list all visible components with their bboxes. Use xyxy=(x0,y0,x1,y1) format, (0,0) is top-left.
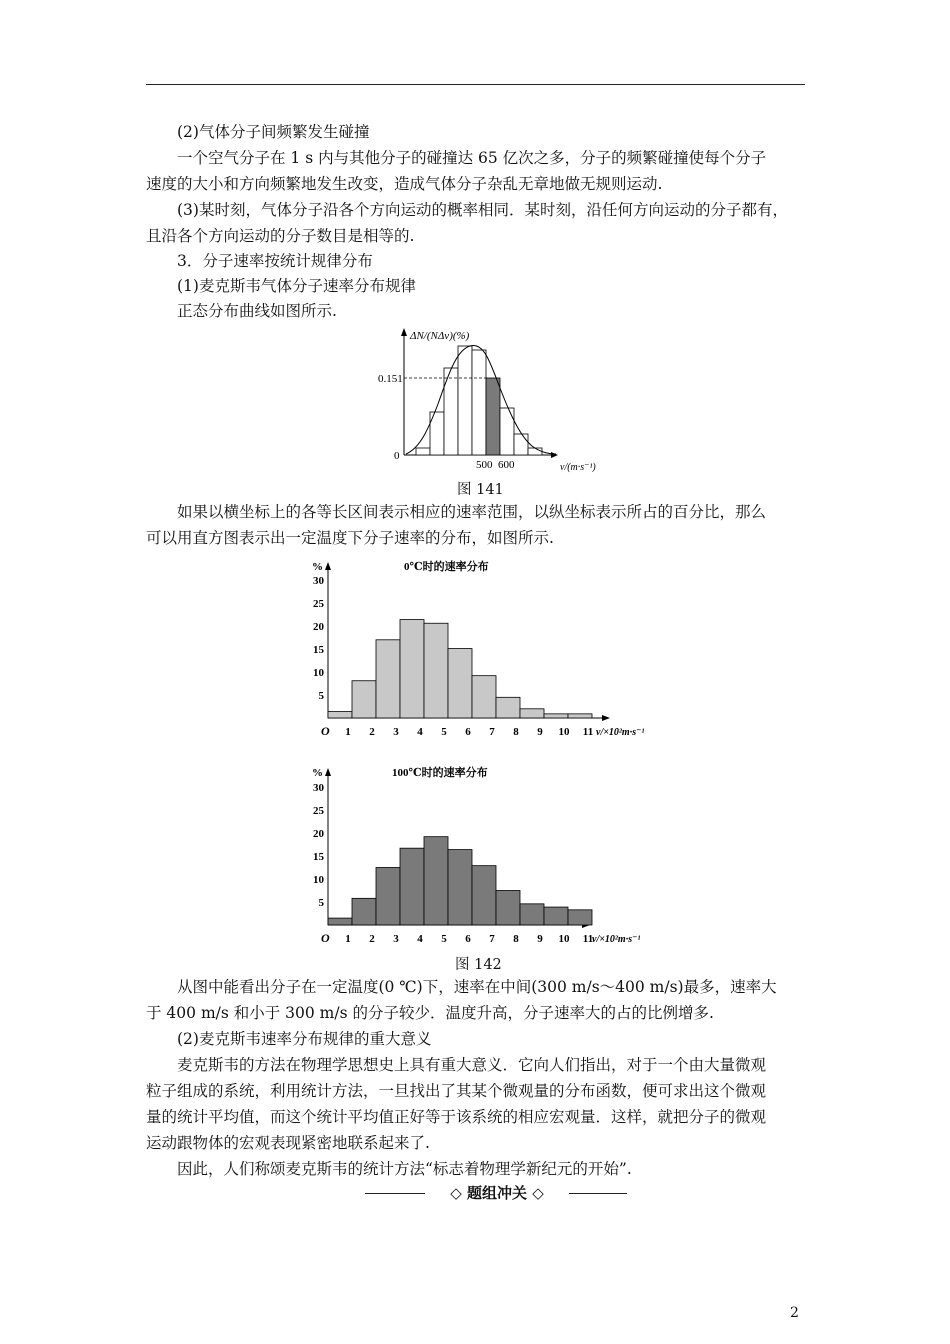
y-tick-label: 30 xyxy=(313,575,324,587)
section-title: ◇ 题组冲关 ◇ xyxy=(450,1184,544,1202)
histogram-bar xyxy=(376,640,400,718)
histogram-100c xyxy=(300,762,680,952)
histogram-bar xyxy=(424,623,448,718)
x-tick-label: 10 xyxy=(558,726,570,738)
x-tick-label: 4 xyxy=(417,933,423,945)
histogram-bar xyxy=(496,891,520,926)
header-rule xyxy=(146,84,805,85)
histogram-bar xyxy=(520,709,544,718)
x-tick-label: 8 xyxy=(513,933,519,945)
figure-caption: 图 141 xyxy=(457,482,504,498)
paragraph: 粒子组成的系统，利用统计方法，一旦找出了其某个微观量的分布函数，便可求出这个微观 xyxy=(146,1082,767,1100)
x-axis-arrow xyxy=(602,715,610,721)
x-tick-label: 2 xyxy=(369,933,375,945)
histogram-bar xyxy=(472,350,486,455)
histogram-bar xyxy=(400,620,424,718)
paragraph: 一个空气分子在 1 s 内与其他分子的碰撞达 65 亿次之多，分子的频繁碰撞使每个分子 xyxy=(177,149,767,167)
paragraph: 可以用直方图表示出一定温度下分子速率的分布，如图所示. xyxy=(146,529,554,547)
histogram-0c xyxy=(300,556,680,746)
histogram-bar xyxy=(448,850,472,925)
histogram-bar xyxy=(544,714,568,718)
histogram-bar xyxy=(352,681,376,718)
origin-label: O xyxy=(321,724,330,738)
x-tick-label: 11 xyxy=(582,726,594,738)
x-tick-label: 9 xyxy=(537,933,543,945)
paragraph: 量的统计平均值，而这个统计平均值正好等于该系统的相应宏观量．这样，就把分子的微观 xyxy=(146,1108,767,1126)
y-tick-label: 30 xyxy=(313,782,324,794)
x-tick-label: 500 xyxy=(476,459,493,471)
bar-group xyxy=(328,837,592,925)
chart-title: 0℃时的速率分布 xyxy=(404,561,489,573)
x-axis-label: v/×10²m·s⁻¹ xyxy=(596,727,645,738)
paragraph: 速度的大小和方向频繁地发生改变，造成气体分子杂乱无章地做无规则运动. xyxy=(146,175,663,193)
paragraph: (1)麦克斯韦气体分子速率分布规律 xyxy=(177,277,416,295)
x-tick-label: 4 xyxy=(417,726,423,738)
paragraph: 3．分子速率按统计规律分布 xyxy=(177,252,373,270)
y-mark-label: 0.151 xyxy=(378,373,403,385)
histogram-bar xyxy=(328,712,352,718)
x-axis-label: v/×10²m·s⁻¹ xyxy=(592,934,641,945)
x-tick-label: 7 xyxy=(489,933,495,945)
x-tick-label: 600 xyxy=(498,459,515,471)
x-tick-label: 10 xyxy=(558,933,570,945)
y-tick-labels xyxy=(313,782,325,909)
histogram-bar xyxy=(568,910,592,925)
histogram-bar-highlighted xyxy=(486,378,500,455)
x-tick-label: 5 xyxy=(441,933,447,945)
origin-label: 0 xyxy=(394,450,400,462)
y-tick-label: 15 xyxy=(313,644,324,656)
y-axis-unit: % xyxy=(312,767,323,779)
y-tick-label: 20 xyxy=(313,828,324,840)
x-tick-label: 5 xyxy=(441,726,447,738)
x-tick-label: 6 xyxy=(465,933,471,945)
histogram-bar xyxy=(416,448,430,455)
x-tick-label: 7 xyxy=(489,726,495,738)
histogram-bar xyxy=(520,904,544,925)
x-tick-label: 3 xyxy=(393,726,399,738)
y-tick-label: 25 xyxy=(313,805,324,817)
y-tick-label: 10 xyxy=(313,667,324,679)
y-tick-label: 20 xyxy=(313,621,324,633)
page-number: 2 xyxy=(790,1305,799,1321)
y-tick-labels xyxy=(313,575,325,702)
histogram-bar xyxy=(400,848,424,925)
histogram-bar xyxy=(448,649,472,718)
origin-label: O xyxy=(321,931,330,945)
bar-group xyxy=(328,620,592,718)
histogram-bar xyxy=(352,898,376,925)
paragraph: 正态分布曲线如图所示. xyxy=(177,302,337,320)
x-tick-labels xyxy=(345,933,593,945)
x-tick-label: 3 xyxy=(393,933,399,945)
paragraph: 从图中能看出分子在一定温度(0 ℃)下，速率在中间(300 m/s～400 m/s)最多，速率大 xyxy=(177,978,777,996)
figure-141 xyxy=(360,322,630,474)
paragraph: 运动跟物体的宏观表现紧密地联系起来了. xyxy=(146,1134,430,1152)
histogram-bars xyxy=(416,346,542,455)
x-tick-label: 9 xyxy=(537,726,543,738)
paragraph: (2)气体分子间频繁发生碰撞 xyxy=(177,123,370,141)
histogram-bar xyxy=(328,918,352,925)
paragraph: 于 400 m/s 和小于 300 m/s 的分子较少．温度升高，分子速率大的占的比例增多. xyxy=(146,1004,714,1022)
histogram-bar xyxy=(496,697,520,718)
y-tick-label: 5 xyxy=(318,897,324,909)
x-tick-label: 11 xyxy=(582,933,594,945)
section-rule-right xyxy=(569,1193,627,1194)
x-tick-labels xyxy=(345,726,593,738)
paragraph: 如果以横坐标上的各等长区间表示相应的速率范围，以纵坐标表示所占的百分比，那么 xyxy=(177,503,767,521)
histogram-bar xyxy=(472,676,496,718)
x-tick-label: 8 xyxy=(513,726,519,738)
x-axis-label: v/(m·s⁻¹) xyxy=(560,462,596,473)
chart-title: 100℃时的速率分布 xyxy=(392,767,488,779)
histogram-bar xyxy=(528,448,542,455)
paragraph: 且沿各个方向运动的分子数目是相等的. xyxy=(146,227,415,245)
paragraph: (2)麦克斯韦速率分布规律的重大意义 xyxy=(177,1030,432,1048)
figure-caption: 图 142 xyxy=(455,957,502,973)
y-tick-label: 15 xyxy=(313,851,324,863)
section-rule-left xyxy=(365,1193,425,1194)
y-axis-unit: % xyxy=(312,561,323,573)
x-tick-label: 2 xyxy=(369,726,375,738)
x-axis-arrow xyxy=(551,452,558,458)
x-tick-label: 1 xyxy=(345,726,351,738)
histogram-bar xyxy=(472,866,496,925)
histogram-bar xyxy=(458,346,472,455)
histogram-bar xyxy=(514,434,528,455)
paragraph: 因此，人们称颂麦克斯韦的统计方法“标志着物理学新纪元的开始”. xyxy=(177,1160,632,1178)
y-axis-label: ΔN/(NΔv)(%) xyxy=(410,330,470,342)
histogram-bar xyxy=(376,868,400,926)
histogram-bar xyxy=(544,907,568,925)
y-tick-label: 10 xyxy=(313,874,324,886)
y-tick-label: 25 xyxy=(313,598,324,610)
histogram-bar xyxy=(424,837,448,925)
x-tick-label: 1 xyxy=(345,933,351,945)
paragraph: (3)某时刻，气体分子沿各个方向运动的概率相同．某时刻，沿任何方向运动的分子都有， xyxy=(177,201,788,219)
paragraph: 麦克斯韦的方法在物理学思想史上具有重大意义．它向人们指出，对于一个由大量微观 xyxy=(177,1056,767,1074)
section-heading xyxy=(365,1183,627,1203)
y-tick-label: 5 xyxy=(318,690,324,702)
x-tick-label: 6 xyxy=(465,726,471,738)
histogram-bar xyxy=(568,714,592,718)
